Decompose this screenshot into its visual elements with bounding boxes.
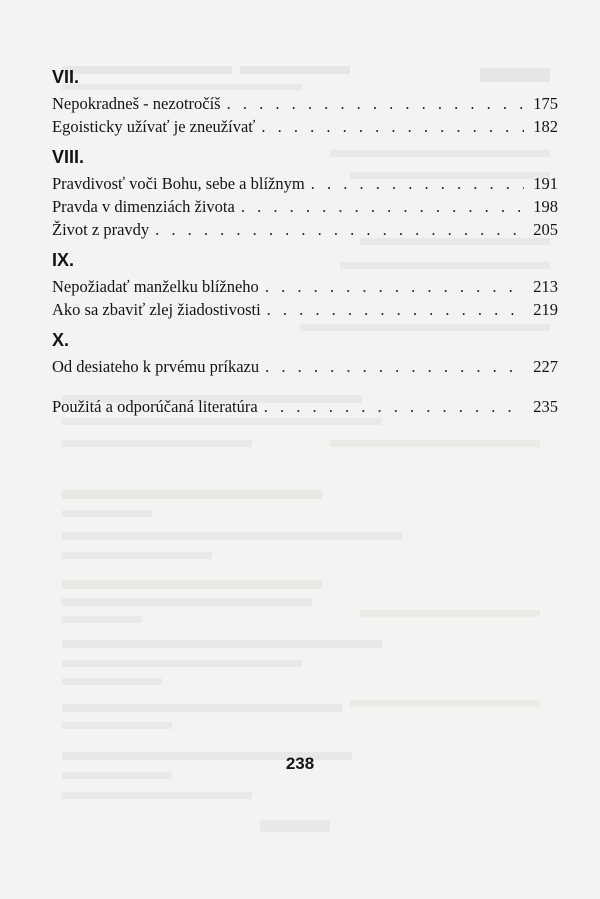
dot-leader [241,195,524,218]
entry-title: Použitá a odporúčaná literatúra [52,397,258,416]
dot-leader [264,395,524,418]
dot-leader [261,115,524,138]
section-heading: VII. [52,67,80,87]
dot-leader [155,218,524,241]
toc-entry [52,218,558,241]
toc-entry [52,92,558,115]
entry-page-number: 191 [533,174,558,193]
table-of-contents [52,58,558,418]
toc-entry [52,275,558,298]
entry-page-number: 175 [533,94,558,113]
entry-title: Život z pravdy [52,220,150,239]
toc-entry [52,195,558,218]
entry-title: Od desiateho k prvému príkazu [52,357,260,376]
entry-title: Pravdivosť voči Bohu, sebe a blížnym [52,174,305,193]
toc-section-ix [52,249,558,321]
entry-page-number: 205 [533,220,558,239]
entry-title: Pravda v dimenziách života [52,197,235,216]
toc-entry [52,172,558,195]
toc-entry [52,298,558,321]
entry-page-number: 213 [533,277,558,296]
entry-page-number: 219 [533,300,558,319]
dot-leader [227,92,524,115]
dot-leader [265,275,524,298]
dot-leader [311,172,524,195]
entry-title: Nepokradneš - nezotročíš [52,94,221,113]
toc-section-x [52,329,558,378]
toc-section-vii [52,66,558,138]
toc-section-viii [52,146,558,241]
dot-leader [265,355,524,378]
entry-page-number: 235 [533,397,558,416]
section-heading: X. [52,330,70,350]
dot-leader [267,298,524,321]
toc-entry [52,115,558,138]
entry-title: Nepožiadať manželku blížneho [52,277,259,296]
toc-entry [52,355,558,378]
entry-page-number: 227 [533,357,558,376]
entry-page-number: 198 [533,197,558,216]
section-heading: VIII. [52,147,85,167]
section-heading: IX. [52,250,75,270]
entry-title: Ako sa zbaviť zlej žiadostivosti [52,300,261,319]
page-number: 238 [285,754,315,773]
toc-section-literature [52,395,558,418]
entry-page-number: 182 [533,117,558,136]
entry-title: Egoisticky užívať je zneužívať [52,117,256,136]
toc-entry [52,395,558,418]
